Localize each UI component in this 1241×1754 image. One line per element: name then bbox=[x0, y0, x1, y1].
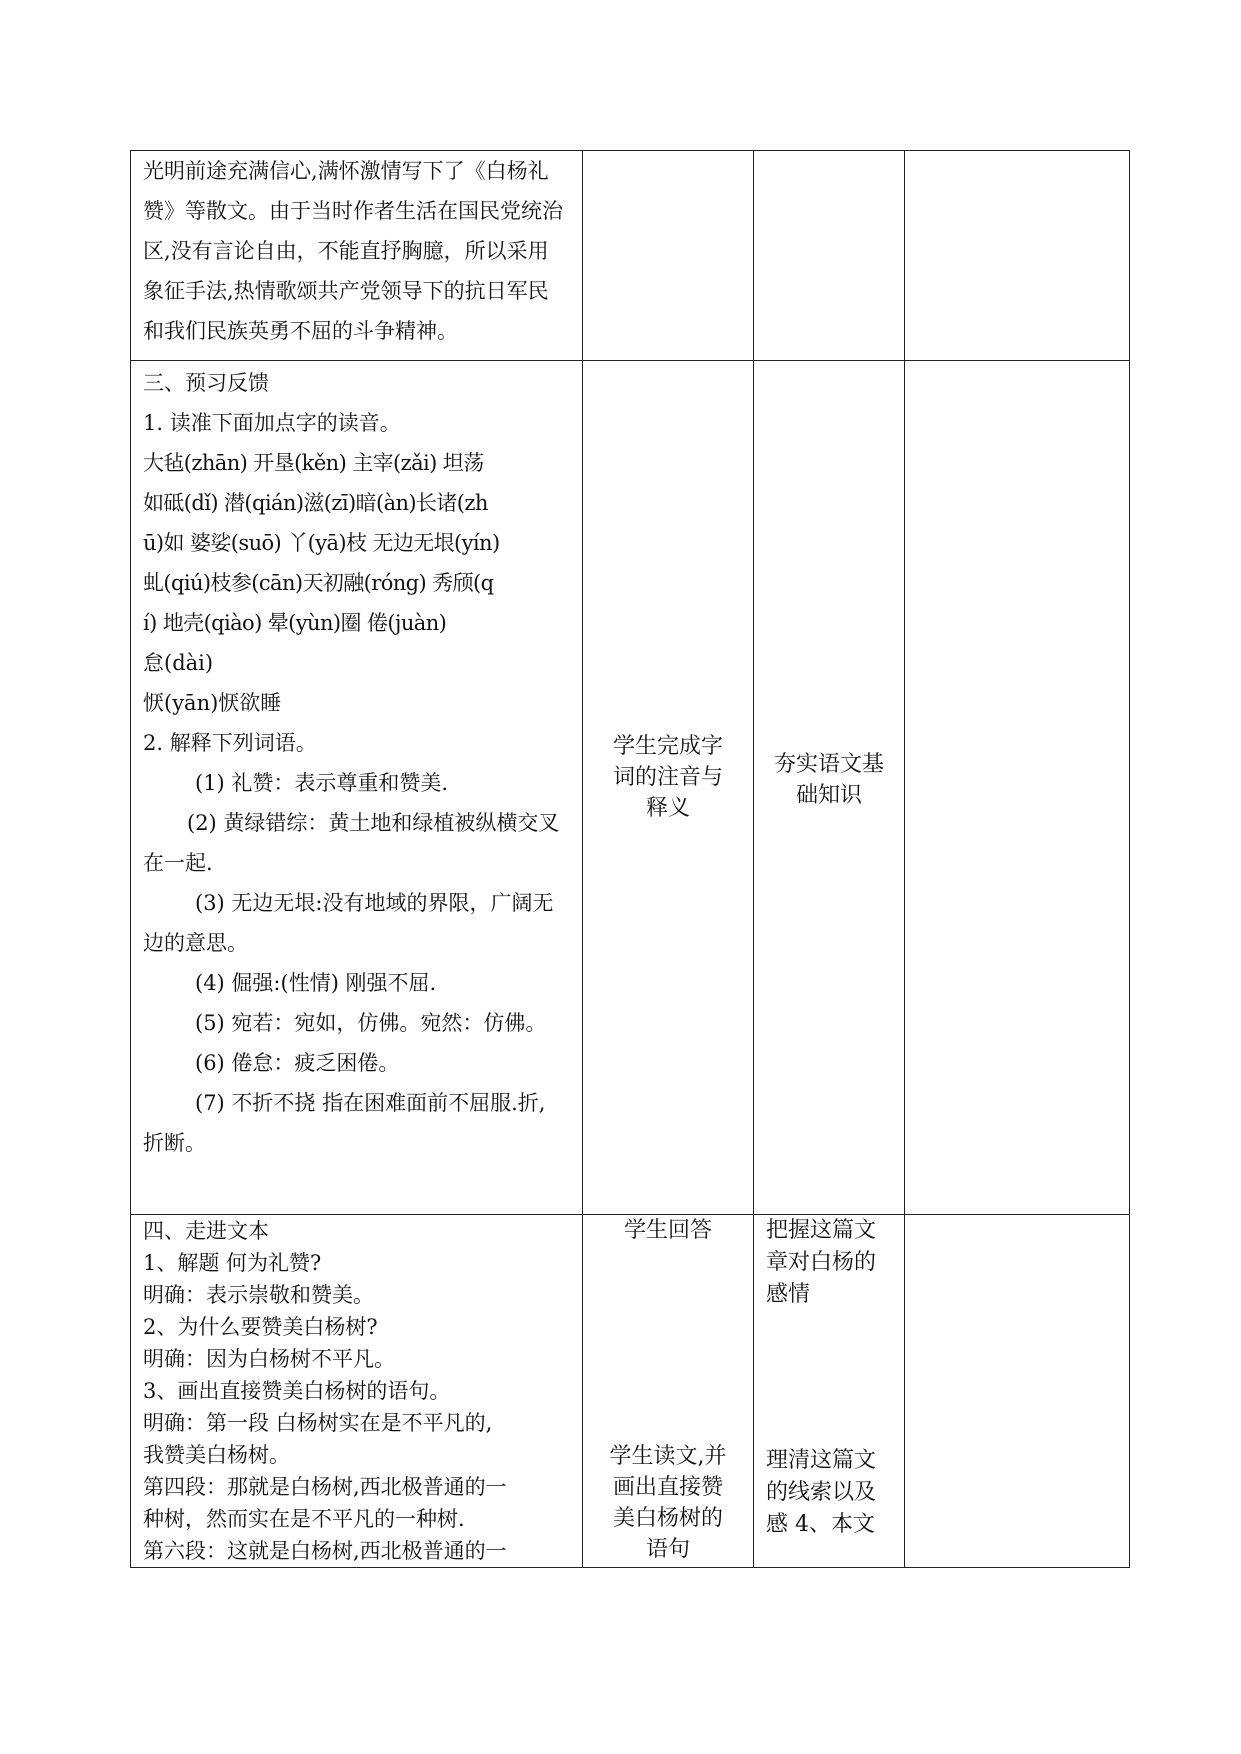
text-line: 种树，然而实在是不平凡的一种树. bbox=[143, 1507, 465, 1531]
text-line: 的线索以及 bbox=[766, 1480, 877, 1505]
text-line: 光明前途充满信心,满怀激情写下了《白杨礼 bbox=[143, 159, 549, 183]
text-line: 象征手法,热情歌颂共产党领导下的抗日军民 bbox=[143, 279, 549, 303]
text-line: (4) 倔强:(性情) 刚强不屈. bbox=[195, 971, 437, 995]
content-cell bbox=[131, 151, 583, 361]
content-cell bbox=[131, 361, 583, 1215]
text-line: 怠(dài) bbox=[143, 651, 214, 675]
text-line: (6) 倦怠：疲乏困倦。 bbox=[195, 1051, 400, 1075]
table-row bbox=[131, 1215, 1130, 1568]
text-line: ū)如 婆娑(suō) 丫(yā)枝 无边无垠(yín) bbox=[143, 531, 500, 555]
text-line: 画出直接赞 bbox=[612, 1475, 723, 1500]
text-line: 感情 bbox=[766, 1282, 811, 1307]
text-line: 大毡(zhān) 开垦(kěn) 主宰(zǎi) 坦荡 bbox=[143, 451, 484, 475]
text-line: 区,没有言论自由，不能直抒胸臆，所以采用 bbox=[143, 239, 549, 263]
text-line: (1) 礼赞：表示尊重和赞美. bbox=[195, 771, 449, 795]
text-line: 虬(qiú)枝参(cān)天初融(róng) 秀颀(q bbox=[143, 571, 494, 595]
table-row bbox=[131, 361, 1130, 1215]
text-line: 恹(yān)恹欲睡 bbox=[143, 691, 282, 715]
text-line: 边的意思。 bbox=[143, 931, 248, 955]
text-line: 理清这篇文 bbox=[766, 1448, 877, 1473]
text-line: 赞》等散文。由于当时作者生活在国民党统治 bbox=[143, 199, 563, 223]
lesson-plan-table bbox=[130, 150, 1130, 1568]
text-line: 折断。 bbox=[143, 1131, 206, 1155]
notes-cell bbox=[905, 361, 1130, 1215]
text-line: (3) 无边无垠:没有地域的界限，广阔无 bbox=[195, 891, 554, 915]
text-line: (7) 不折不挠 指在困难面前不屈服.折, bbox=[195, 1091, 546, 1115]
design-purpose-cell bbox=[754, 1215, 905, 1568]
text-line: (2) 黄绿错综：黄土地和绿植被纵横交叉 bbox=[187, 811, 560, 835]
text-line: 把握这篇文 bbox=[766, 1218, 877, 1243]
text-line: 章对白杨的 bbox=[766, 1250, 877, 1275]
text-line: 我赞美白杨树。 bbox=[143, 1443, 290, 1467]
text-line: 础知识 bbox=[795, 783, 862, 808]
text-line: 第六段：这就是白杨树,西北极普通的一 bbox=[143, 1539, 507, 1563]
text-line: 夯实语文基 bbox=[773, 752, 884, 777]
text-line: 语句 bbox=[645, 1537, 690, 1562]
text-line: 明确：因为白杨树不平凡。 bbox=[143, 1347, 395, 1371]
design-purpose-cell bbox=[754, 361, 905, 1215]
text-line: 感 4、本文 bbox=[766, 1512, 875, 1537]
design-purpose-cell bbox=[754, 151, 905, 361]
text-line: 释义 bbox=[645, 796, 690, 821]
section-heading: 三、预习反馈 bbox=[143, 371, 269, 395]
content-cell bbox=[131, 1215, 583, 1568]
text-line: 学生完成字 bbox=[612, 734, 723, 759]
student-activity-cell bbox=[583, 361, 754, 1215]
notes-cell bbox=[905, 151, 1130, 361]
text-line: 2. 解释下列词语。 bbox=[143, 731, 317, 755]
text-line: 第四段：那就是白杨树,西北极普通的一 bbox=[143, 1475, 507, 1499]
section-heading: 四、走进文本 bbox=[143, 1219, 269, 1243]
student-activity-cell bbox=[583, 151, 754, 361]
text-line: í) 地壳(qiào) 晕(yùn)圈 倦(juàn) bbox=[143, 611, 447, 635]
text-line: 2、为什么要赞美白杨树? bbox=[143, 1315, 378, 1339]
text-line: (5) 宛若：宛如，仿佛。宛然：仿佛。 bbox=[195, 1011, 547, 1035]
text-line: 在一起. bbox=[143, 851, 213, 875]
text-line: 1. 读准下面加点字的读音。 bbox=[143, 411, 401, 435]
student-activity-cell bbox=[583, 1215, 754, 1568]
text-line: 如砥(dǐ) 潜(qián)滋(zī)暗(àn)长诸(zh bbox=[143, 491, 488, 515]
text-line: 词的注音与 bbox=[612, 765, 723, 790]
text-line: 明确：表示崇敬和赞美。 bbox=[143, 1283, 374, 1307]
text-line: 美白杨树的 bbox=[612, 1506, 723, 1531]
table-row bbox=[131, 151, 1130, 361]
text-line: 学生回答 bbox=[623, 1218, 712, 1243]
text-line: 和我们民族英勇不屈的斗争精神。 bbox=[143, 319, 458, 343]
notes-cell bbox=[905, 1215, 1130, 1568]
text-line: 3、画出直接赞美白杨树的语句。 bbox=[143, 1379, 451, 1403]
text-line: 学生读文,并 bbox=[609, 1444, 727, 1469]
text-line: 1、解题 何为礼赞? bbox=[143, 1251, 322, 1275]
text-line: 明确：第一段 白杨树实在是不平凡的, bbox=[143, 1411, 493, 1435]
